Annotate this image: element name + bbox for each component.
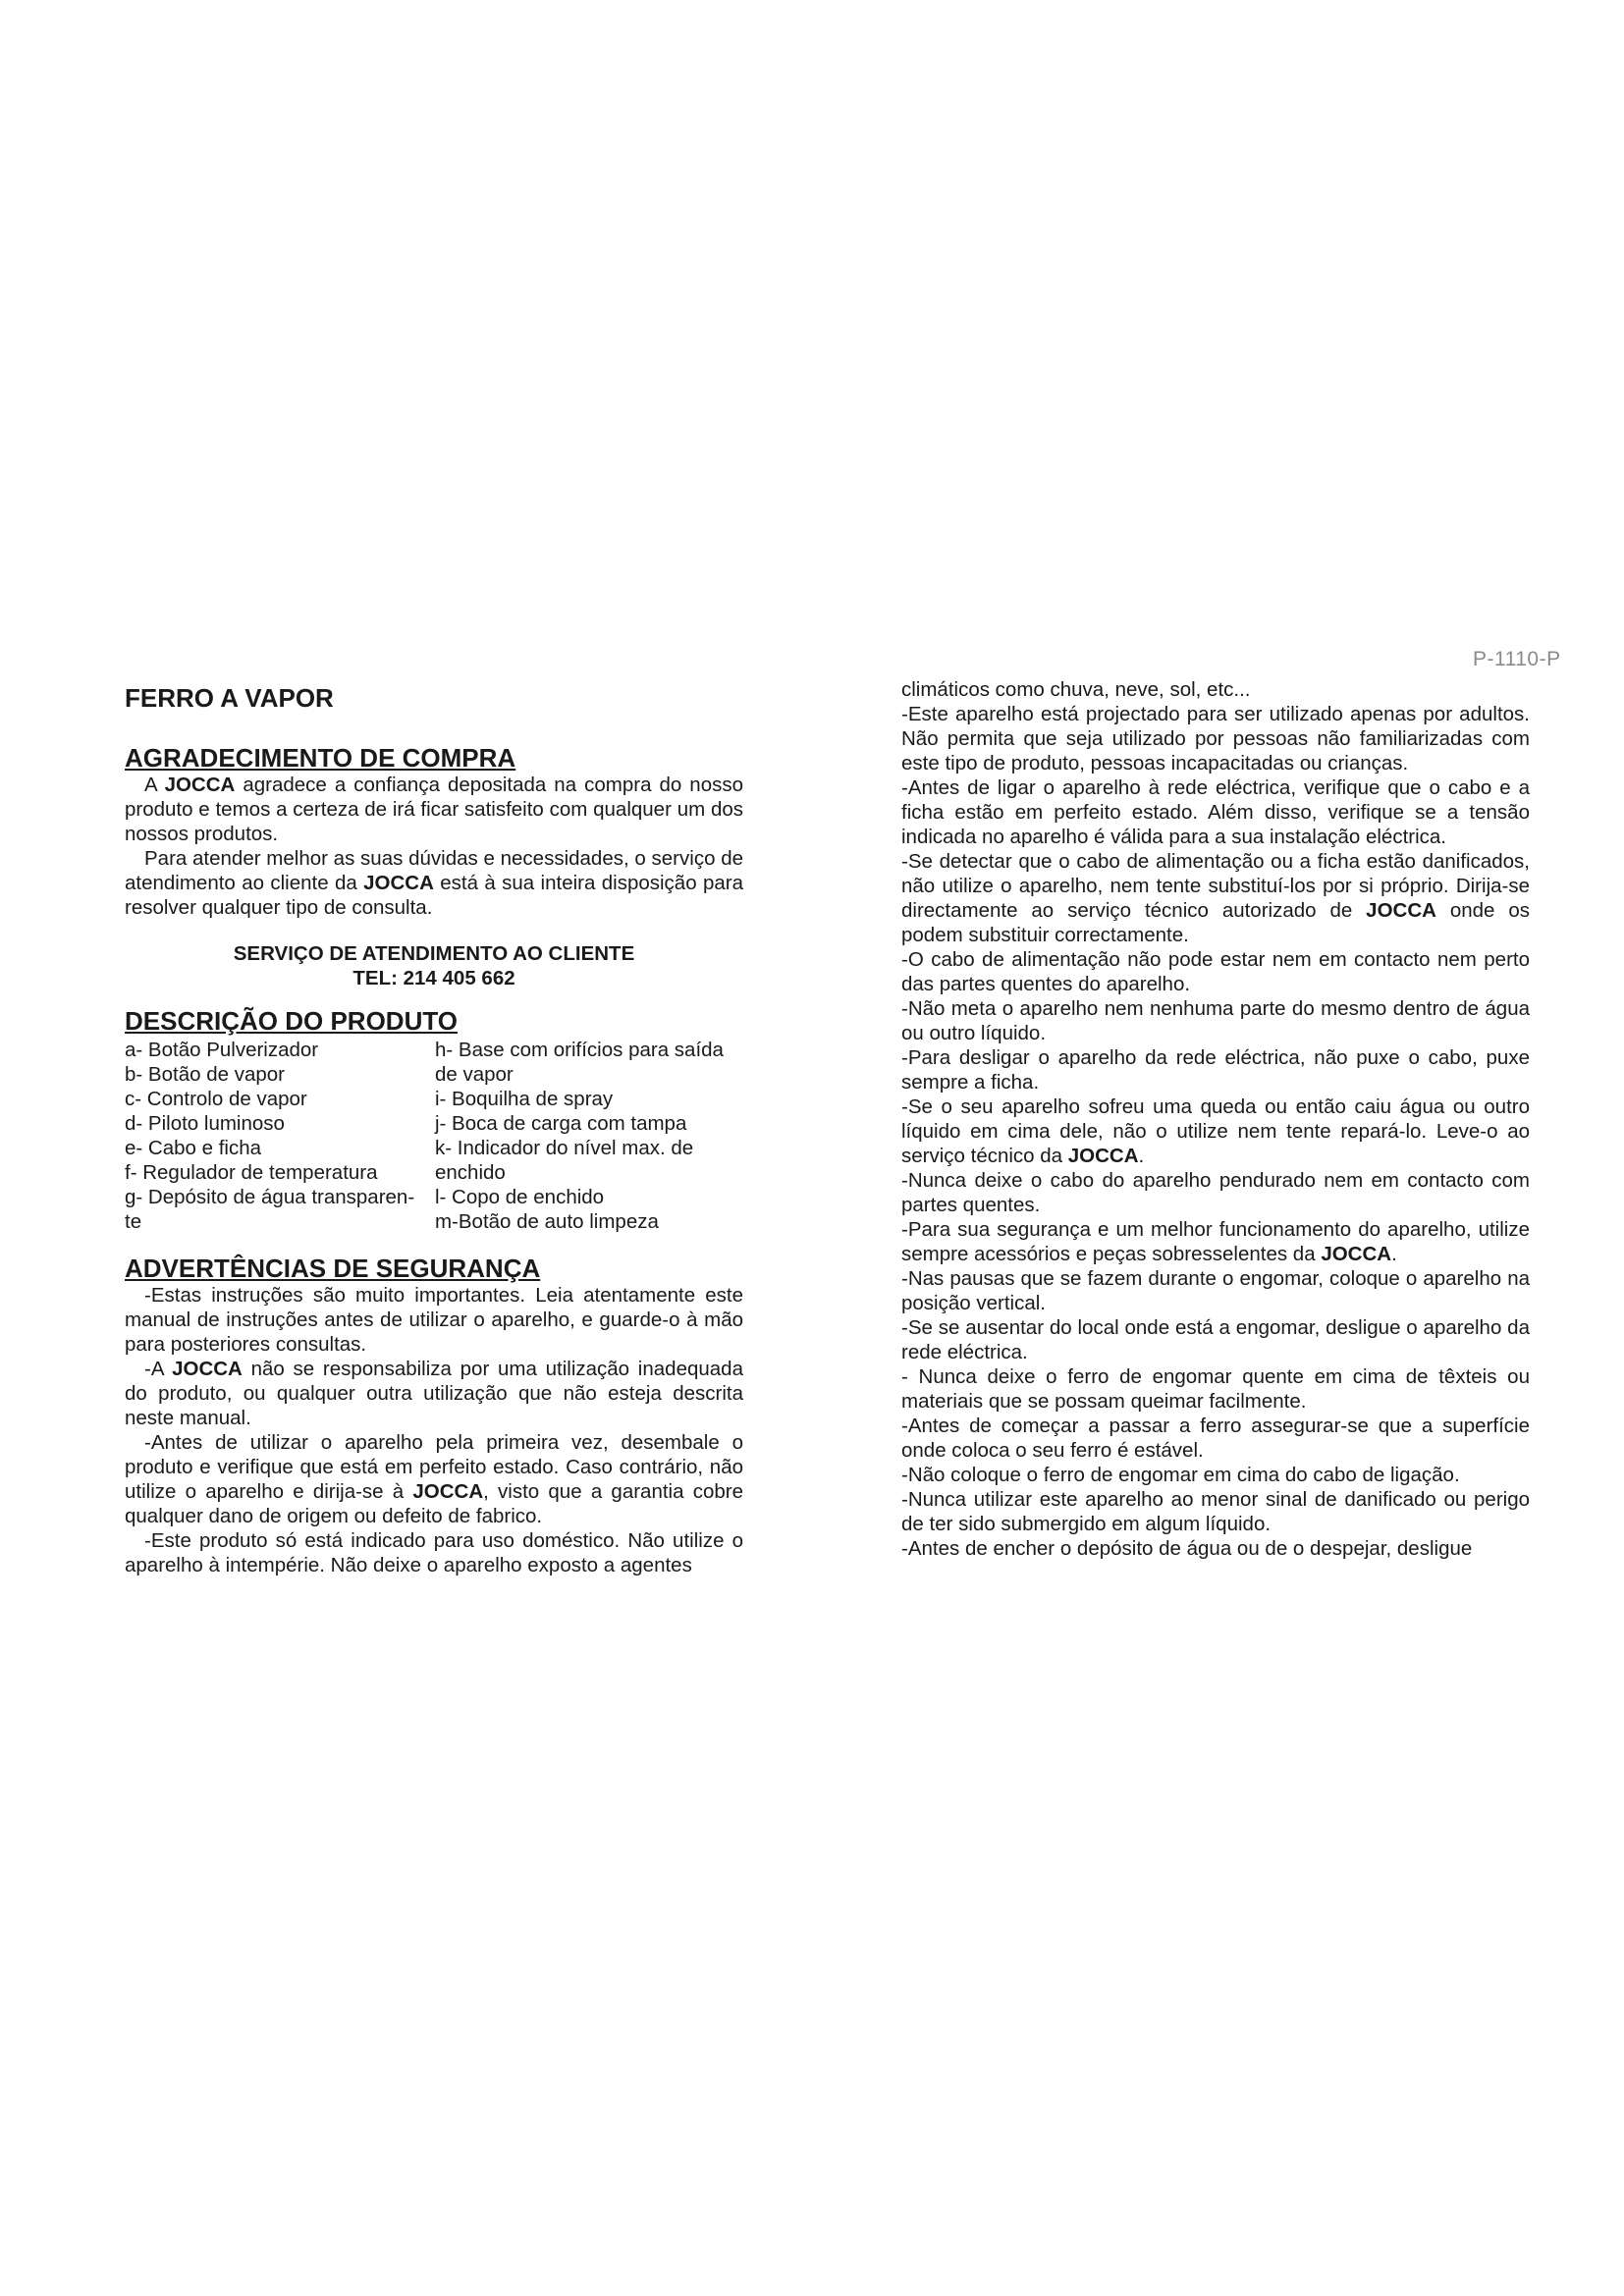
warning-paragraph: -Estas instruções são muito importantes. Leia atentamente este manual de instruções antes de utilizar o aparelho, e guarde-o à mão para posteriores consultas.: [125, 1284, 743, 1356]
list-item: b- Botão de vapor: [125, 1063, 285, 1086]
parts-list: [125, 1038, 743, 1234]
list-item: te: [125, 1210, 142, 1233]
warning-paragraph: -Nas pausas que se fazem durante o engomar, coloque o aparelho na posição vertical.: [901, 1267, 1530, 1314]
list-item: d- Piloto luminoso: [125, 1112, 285, 1135]
parts-list-column-2: [435, 1038, 743, 1234]
brand-name: JOCCA: [172, 1358, 243, 1380]
warning-paragraph: climáticos como chuva, neve, sol, etc...: [901, 678, 1251, 701]
list-item: e- Cabo e ficha: [125, 1137, 262, 1159]
brand-name: JOCCA: [1067, 1145, 1139, 1167]
list-item: i- Boquilha de spray: [434, 1088, 614, 1110]
warning-paragraph: -Se se ausentar do local onde está a engomar, desligue o aparelho da rede eléctrica.: [901, 1316, 1530, 1363]
warning-paragraph: -Nunca deixe o cabo do aparelho pendurado nem em contacto com partes quentes.: [901, 1169, 1530, 1216]
warning-paragraph: -Se o seu aparelho sofreu uma queda ou então caiu água ou outro líquido em cima dele, não o utilize nem tente repará-lo. Leve-o ao serviço técnico da JOCCA.: [901, 1095, 1530, 1167]
service-title: SERVIÇO DE ATENDIMENTO AO CLIENTE: [233, 942, 635, 965]
warning-paragraph: -Antes de utilizar o aparelho pela primeira vez, desembale o produto e verifique que está em perfeito estado. Caso contrário, não utilize o aparelho e dirija-se à JOCCA, visto que a garantia cobre qualquer dano de origem ou defeito de fabrico.: [125, 1431, 743, 1527]
thanks-paragraph-1: A JOCCA agradece a confiança depositada na compra do nosso produto e temos a certeza de irá ficar satisfeito com qualquer um dos nossos produtos.: [125, 774, 743, 845]
warning-paragraph: -Para desligar o aparelho da rede eléctrica, não puxe o cabo, puxe sempre a ficha.: [901, 1046, 1530, 1094]
document-title: FERRO A VAPOR: [125, 683, 334, 713]
brand-name: JOCCA: [164, 774, 236, 796]
thanks-paragraph-2: Para atender melhor as suas dúvidas e necessidades, o serviço de atendimento ao cliente da JOCCA está à sua inteira disposição para resolver qualquer tipo de consulta.: [125, 847, 743, 919]
document-code: P-1110-P: [1473, 648, 1561, 670]
warning-paragraph: -Não coloque o ferro de engomar em cima do cabo de ligação.: [901, 1464, 1460, 1486]
brand-name: JOCCA: [1321, 1243, 1392, 1265]
list-item: m-Botão de auto limpeza: [434, 1210, 659, 1233]
list-item: k- Indicador do nível max. de: [434, 1137, 694, 1159]
list-item: l- Copo de enchido: [434, 1186, 605, 1208]
warning-paragraph: -Este aparelho está projectado para ser utilizado apenas por adultos. Não permita que seja utilizado por pessoas não familiarizadas com este tipo de produto, pessoas incapacitadas ou crianças.: [901, 703, 1530, 774]
list-item: f- Regulador de temperatura: [125, 1161, 378, 1184]
warning-paragraph: -Não meta o aparelho nem nenhuma parte do mesmo dentro de água ou outro líquido.: [901, 997, 1530, 1044]
warning-paragraph: -Este produto só está indicado para uso doméstico. Não utilize o aparelho à intempérie. Não deixe o aparelho exposto a agentes: [125, 1529, 743, 1576]
thanks-heading: AGRADECIMENTO DE COMPRA: [125, 743, 516, 773]
warnings-heading: ADVERTÊNCIAS DE SEGURANÇA: [125, 1254, 541, 1283]
description-heading: DESCRIÇÃO DO PRODUTO: [125, 1006, 458, 1036]
warning-paragraph: -Antes de encher o depósito de água ou de o despejar, desligue: [901, 1537, 1473, 1560]
warning-paragraph: - Nunca deixe o ferro de engomar quente em cima de têxteis ou materiais que se possam queimar facilmente.: [901, 1365, 1530, 1413]
warning-paragraph: -Antes de ligar o aparelho à rede eléctrica, verifique que o cabo e a ficha estão em perfeito estado. Além disso, verifique se a tensão indicada no aparelho é válida para a sua instalação eléctrica.: [901, 776, 1530, 848]
warning-paragraph: -O cabo de alimentação não pode estar nem em contacto nem perto das partes quentes do aparelho.: [901, 948, 1530, 995]
list-item: a- Botão Pulverizador: [125, 1039, 319, 1061]
list-item: j- Boca de carga com tampa: [434, 1112, 687, 1135]
left-column: [125, 677, 743, 1577]
warning-paragraph: -Nunca utilizar este aparelho ao menor sinal de danificado ou perigo de ter sido submergido em algum líquido.: [901, 1488, 1530, 1535]
service-phone: TEL: 214 405 662: [352, 967, 515, 989]
warning-paragraph: -A JOCCA não se responsabiliza por uma utilização inadequada do produto, ou qualquer outra utilização que não esteja descrita neste manual.: [125, 1358, 743, 1429]
list-item: h- Base com orifícios para saída: [434, 1039, 724, 1061]
list-item: g- Depósito de água transparen-: [125, 1186, 415, 1208]
parts-list-column-1: [125, 1038, 435, 1234]
warning-paragraph: -Antes de começar a passar a ferro assegurar-se que a superfície onde coloca o seu ferro é estável.: [901, 1415, 1530, 1462]
warning-paragraph: -Para sua segurança e um melhor funcionamento do aparelho, utilize sempre acessórios e peças sobresselentes da JOCCA.: [901, 1218, 1530, 1265]
right-column: [901, 677, 1530, 1561]
warning-paragraph: -Se detectar que o cabo de alimentação ou a ficha estão danificados, não utilize o aparelho, nem tente substituí-los por si próprio. Dirija-se directamente ao serviço técnico autorizado de JOCCA onde os podem substituir correctamente.: [901, 850, 1531, 946]
brand-name: JOCCA: [363, 872, 434, 894]
list-item: de vapor: [434, 1063, 514, 1086]
list-item: c- Controlo de vapor: [125, 1088, 307, 1110]
list-item: enchido: [434, 1161, 506, 1184]
brand-name: JOCCA: [412, 1480, 484, 1503]
brand-name: JOCCA: [1366, 899, 1436, 922]
